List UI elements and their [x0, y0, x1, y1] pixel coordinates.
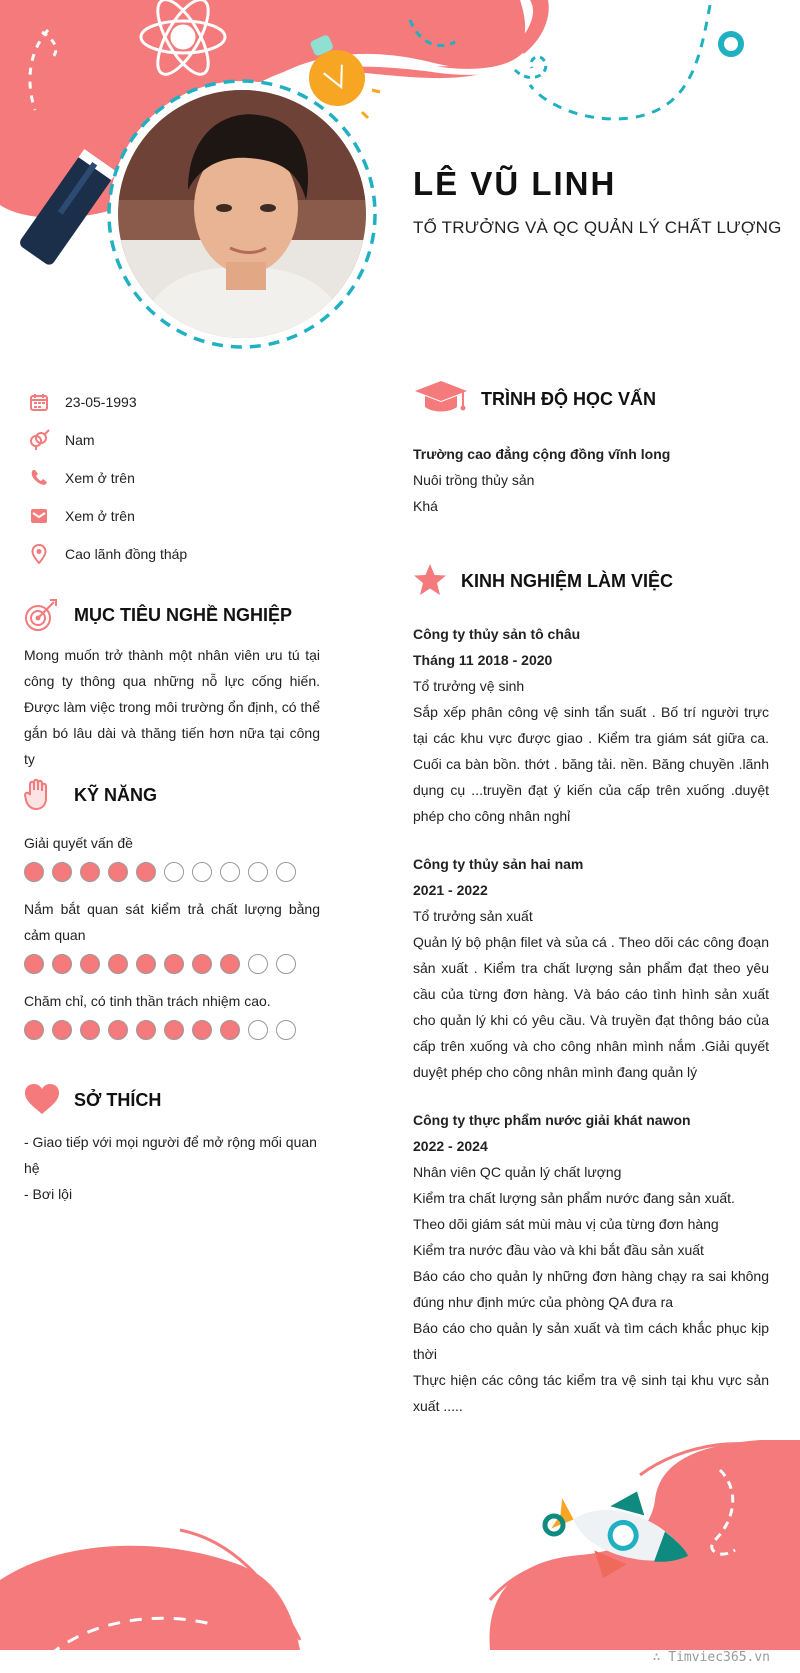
graduation-cap-icon	[413, 379, 469, 419]
job-description-line: Thực hiện các công tác kiểm tra vệ sinh tại khu vực sản xuất .....	[413, 1372, 769, 1414]
skill-item	[24, 896, 320, 974]
hobbies-section	[24, 1083, 320, 1207]
job-description-line: Theo dõi giám sát mùi màu vị của từng đơn hàng	[413, 1216, 719, 1232]
skill-rating	[24, 862, 320, 882]
footer-decoration	[0, 1440, 800, 1673]
rating-dot-filled	[80, 1020, 100, 1040]
header-decoration	[0, 0, 800, 360]
rating-dot-filled	[80, 954, 100, 974]
skills-title: KỸ NĂNG	[74, 784, 158, 805]
rating-dot-empty	[220, 862, 240, 882]
job-description-line: Kiểm tra chất lượng sản phẩm nước đang sản xuất.	[413, 1190, 735, 1206]
rating-dot-empty	[276, 954, 296, 974]
rating-dot-filled	[136, 1020, 156, 1040]
skill-item	[24, 988, 320, 1040]
rating-dot-filled	[52, 862, 72, 882]
calendar-icon	[28, 391, 50, 413]
rating-dot-filled	[52, 1020, 72, 1040]
rating-dot-filled	[220, 954, 240, 974]
rating-dot-empty	[248, 1020, 268, 1040]
gender-icon	[28, 429, 50, 451]
rating-dot-filled	[136, 862, 156, 882]
work-period: Tháng 11 2018 - 2020	[413, 652, 553, 668]
location-icon	[28, 543, 50, 565]
candidate-name: LÊ VŨ LINH	[413, 165, 617, 202]
hobbies-title: SỞ THÍCH	[74, 1089, 162, 1110]
experience-section	[413, 563, 769, 1441]
rating-dot-filled	[24, 954, 44, 974]
rating-dot-empty	[192, 862, 212, 882]
skills-header	[24, 778, 320, 812]
school-name: Trường cao đẳng cộng đồng vĩnh long	[413, 446, 671, 462]
grade: Khá	[413, 498, 438, 514]
position: Tổ trưởng vệ sinh	[413, 678, 525, 694]
education-section	[413, 379, 769, 519]
contact-value-gender: Nam	[65, 432, 95, 448]
watermark-text: Timviec365.vn	[668, 1650, 770, 1665]
star-icon	[413, 563, 449, 599]
heart-icon	[24, 1083, 60, 1117]
contact-row-email	[28, 497, 338, 535]
experience-item	[413, 851, 769, 1085]
rating-dot-filled	[192, 1020, 212, 1040]
company-name: Công ty thực phẩm nước giải khát nawon	[413, 1112, 691, 1128]
rating-dot-filled	[136, 954, 156, 974]
company-name: Công ty thủy sản tô châu	[413, 626, 581, 642]
rating-dot-filled	[52, 954, 72, 974]
rating-dot-filled	[220, 1020, 240, 1040]
rating-dot-filled	[192, 954, 212, 974]
experience-item	[413, 621, 769, 829]
target-icon	[24, 598, 58, 632]
objective-section	[24, 598, 320, 772]
contact-value-email: Xem ở trên	[65, 508, 135, 524]
rating-dot-empty	[248, 862, 268, 882]
work-period: 2022 - 2024	[413, 1138, 488, 1154]
rating-dot-filled	[24, 862, 44, 882]
job-description: Sắp xếp phân công vệ sinh tẩn suất . Bố trí người trực tại các khu vực được giao . Kiểm tra giám sát giữa ca. Cuối ca bàn bồn. thớt . băng tải. nền. Băng chuyền .lãnh dụng cụ ...truyền đạt ý kiến của cấp trên xuống .duyệt phép cho công nhân nghỉ	[413, 704, 769, 824]
phone-icon	[28, 467, 50, 489]
rating-dot-filled	[108, 954, 128, 974]
job-description-line: Báo cáo cho quản ly sản xuất và tìm cách khắc phục kịp thời	[413, 1320, 769, 1362]
objective-title: MỤC TIÊU NGHỀ NGHIỆP	[74, 604, 293, 625]
skills-section	[24, 778, 320, 1040]
skill-name: Chăm chỉ, có tinh thần trách nhiệm cao.	[24, 993, 271, 1009]
major: Nuôi trồng thủy sản	[413, 472, 535, 488]
experience-item	[413, 1107, 769, 1419]
contact-list	[28, 383, 338, 573]
contact-row-gender	[28, 421, 338, 459]
education-details	[413, 441, 769, 519]
job-description-line: Kiểm tra nước đầu vào và khi bắt đầu sản xuất	[413, 1242, 704, 1258]
email-icon	[28, 505, 50, 527]
education-title: TRÌNH ĐỘ HỌC VẤN	[481, 388, 656, 409]
education-header	[413, 379, 769, 419]
rating-dot-filled	[164, 954, 184, 974]
hobby-list	[24, 1129, 320, 1207]
rating-dot-empty	[276, 862, 296, 882]
rating-dot-empty	[164, 862, 184, 882]
experience-header	[413, 563, 769, 599]
skill-rating	[24, 954, 320, 974]
objective-header	[24, 598, 320, 632]
contact-value-birthday: 23-05-1993	[65, 394, 137, 410]
company-name: Công ty thủy sản hai nam	[413, 856, 584, 872]
hobbies-header	[24, 1083, 320, 1117]
rating-dot-filled	[24, 1020, 44, 1040]
job-description: Quản lý bộ phận filet và sủa cá . Theo dõi các công đoạn sản xuất . Kiểm tra chất lượng sản phẩm đạt theo yêu cầu của từng đơn hàng. Và báo cáo tình hình sản xuất cho quản lý khi có yêu cầu. Và truyền đạt thông báo của cấp trên xuống và cho công nhân mình nắm .Giải quyết duyệt phép cho công nhân mình đang quản lý	[413, 934, 769, 1080]
skill-list	[24, 830, 320, 1040]
contact-value-phone: Xem ở trên	[65, 470, 135, 486]
contact-value-address: Cao lãnh đồng tháp	[65, 546, 188, 562]
skill-name: Giải quyết vấn đề	[24, 835, 133, 851]
contact-row-phone	[28, 459, 338, 497]
rating-dot-filled	[108, 1020, 128, 1040]
work-period: 2021 - 2022	[413, 882, 488, 898]
experience-title: KINH NGHIỆM LÀM VIỆC	[461, 570, 674, 591]
watermark: ∴ Timviec365.vn	[652, 1650, 770, 1665]
rating-dot-filled	[80, 862, 100, 882]
rating-dot-filled	[164, 1020, 184, 1040]
hobby-line: - Bơi lội	[24, 1186, 73, 1202]
rating-dot-empty	[248, 954, 268, 974]
contact-row-birthday	[28, 383, 338, 421]
experience-list	[413, 621, 769, 1419]
skill-name: Nắm bắt quan sát kiểm trả chất lượng bằng cảm quan	[24, 901, 320, 943]
job-title: TỔ TRƯỞNG VÀ QC QUẢN LÝ CHẤT LƯỢNG	[413, 218, 782, 237]
contact-row-address	[28, 535, 338, 573]
objective-text: Mong muốn trở thành một nhân viên ưu tú tại công ty thông qua những nỗ lực cống hiến. Được làm việc trong môi trường ổn định, có thể gắn bó lâu dài và thăng tiến hơn nữa tại công ty	[24, 647, 320, 767]
rating-dot-filled	[108, 862, 128, 882]
rating-dot-empty	[276, 1020, 296, 1040]
job-description-line: Báo cáo cho quản ly những đơn hàng chạy ra sai không đúng như định mức của phòng QA đưa ra	[413, 1268, 769, 1310]
avatar	[118, 90, 366, 338]
position: Nhân viên QC quản lý chất lượng	[413, 1164, 622, 1180]
skill-item	[24, 830, 320, 882]
position: Tổ trưởng sản xuất	[413, 908, 533, 924]
hand-icon	[24, 778, 58, 812]
hobby-line: - Giao tiếp với mọi người để mở rộng mối quan hệ	[24, 1134, 317, 1176]
skill-rating	[24, 1020, 320, 1040]
